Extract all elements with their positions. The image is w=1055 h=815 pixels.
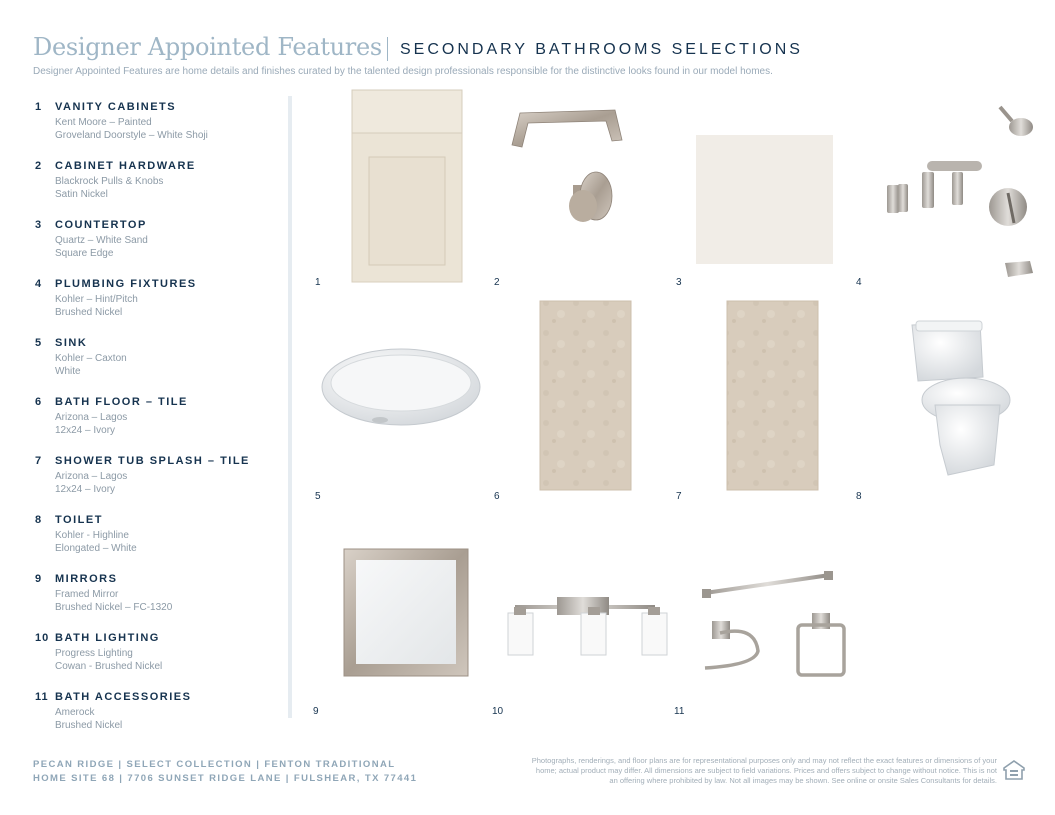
shower-tile-swatch <box>727 301 818 490</box>
item-title: PLUMBING FIXTURES <box>55 278 197 290</box>
page-title: SECONDARY BATHROOMS SELECTIONS <box>400 41 803 58</box>
item-detail: Brushed Nickel <box>55 720 123 731</box>
product-label: 10 <box>492 706 504 717</box>
item-detail: Amerock <box>55 707 95 718</box>
item-detail: Kohler – Caxton <box>55 353 127 364</box>
community-info: PECAN RIDGE | SELECT COLLECTION | FENTON TRADITIONAL <box>33 759 396 770</box>
toilet-image <box>912 321 1010 475</box>
item-detail: Arizona – Lagos <box>55 412 128 423</box>
item-detail: 12x24 – Ivory <box>55 484 116 495</box>
item-detail: Quartz – White Sand <box>55 235 148 246</box>
item-title: VANITY CABINETS <box>55 101 177 113</box>
item-detail: Groveland Doorstyle – White Shoji <box>55 130 208 141</box>
item-title: SINK <box>55 337 88 349</box>
column-divider <box>288 96 292 718</box>
product-label: 4 <box>856 277 862 288</box>
product-label: 2 <box>494 277 500 288</box>
item-number: 9 <box>35 573 43 585</box>
item-number: 6 <box>35 396 43 408</box>
item-number: 11 <box>35 691 49 703</box>
item-detail: Kohler - Highline <box>55 530 129 541</box>
item-number: 8 <box>35 514 43 526</box>
product-label: 9 <box>313 706 319 717</box>
item-number: 1 <box>35 101 43 113</box>
cabinet-door-image <box>352 90 462 282</box>
bath-accessories-image <box>702 571 844 675</box>
product-label: 3 <box>676 277 682 288</box>
item-detail: Satin Nickel <box>55 189 108 200</box>
item-detail: White <box>55 366 81 377</box>
item-detail: Elongated – White <box>55 543 137 554</box>
product-label: 7 <box>676 491 682 502</box>
product-label: 8 <box>856 491 862 502</box>
intro-text: Designer Appointed Features are home details and finishes curated by the talented design professionals responsible for the distinctive looks found in our model homes. <box>33 66 773 77</box>
brand-title: Designer Appointed Features <box>33 33 382 61</box>
sink-image <box>322 349 480 425</box>
item-number: 5 <box>35 337 43 349</box>
countertop-swatch <box>696 135 833 264</box>
item-title: MIRRORS <box>55 573 118 585</box>
item-detail: Brushed Nickel – FC-1320 <box>55 602 173 613</box>
item-number: 3 <box>35 219 43 231</box>
item-number: 2 <box>35 160 43 172</box>
plumbing-fixtures-image <box>887 107 1033 277</box>
floor-tile-swatch <box>540 301 631 490</box>
item-detail: Blackrock Pulls & Knobs <box>55 176 164 187</box>
product-label: 11 <box>674 706 685 717</box>
header-divider <box>387 37 388 61</box>
item-detail: Progress Lighting <box>55 648 133 659</box>
item-title: CABINET HARDWARE <box>55 160 196 172</box>
item-number: 4 <box>35 278 43 290</box>
product-images <box>300 85 1045 725</box>
item-detail: Arizona – Lagos <box>55 471 128 482</box>
item-number: 7 <box>35 455 43 467</box>
item-detail: Framed Mirror <box>55 589 119 600</box>
legal-disclaimer: Photographs, renderings, and floor plans are for representational purposes only and may not reflect the exact features or dimensions of your home; actual product may differ. All dimensions are subject to field variations. Prices and offers subject to change without notice. This is not an offering where prohibited by law. Not all images may be shown. See online or onsite Sales Consultants for details. <box>531 756 997 785</box>
bath-light-image <box>508 597 667 655</box>
item-title: SHOWER TUB SPLASH – TILE <box>55 455 250 467</box>
homesite-address: HOME SITE 68 | 7706 SUNSET RIDGE LANE | FULSHEAR, TX 77441 <box>33 773 418 784</box>
item-detail: Kent Moore – Painted <box>55 117 152 128</box>
item-title: BATH LIGHTING <box>55 632 160 644</box>
product-label: 1 <box>315 277 321 288</box>
item-title: TOILET <box>55 514 103 526</box>
cabinet-hardware-image <box>512 110 622 222</box>
item-number: 10 <box>35 632 50 644</box>
product-label: 6 <box>494 491 500 502</box>
item-detail: Kohler – Hint/Pitch <box>55 294 138 305</box>
item-detail: Brushed Nickel <box>55 307 123 318</box>
mirror-image <box>344 549 468 676</box>
item-detail: Cowan - Brushed Nickel <box>55 661 163 672</box>
equal-housing-opportunity-icon <box>1002 759 1026 783</box>
product-label: 5 <box>315 491 321 502</box>
item-title: COUNTERTOP <box>55 219 147 231</box>
item-title: BATH ACCESSORIES <box>55 691 192 703</box>
item-title: BATH FLOOR – TILE <box>55 396 188 408</box>
item-detail: 12x24 – Ivory <box>55 425 116 436</box>
item-detail: Square Edge <box>55 248 114 259</box>
